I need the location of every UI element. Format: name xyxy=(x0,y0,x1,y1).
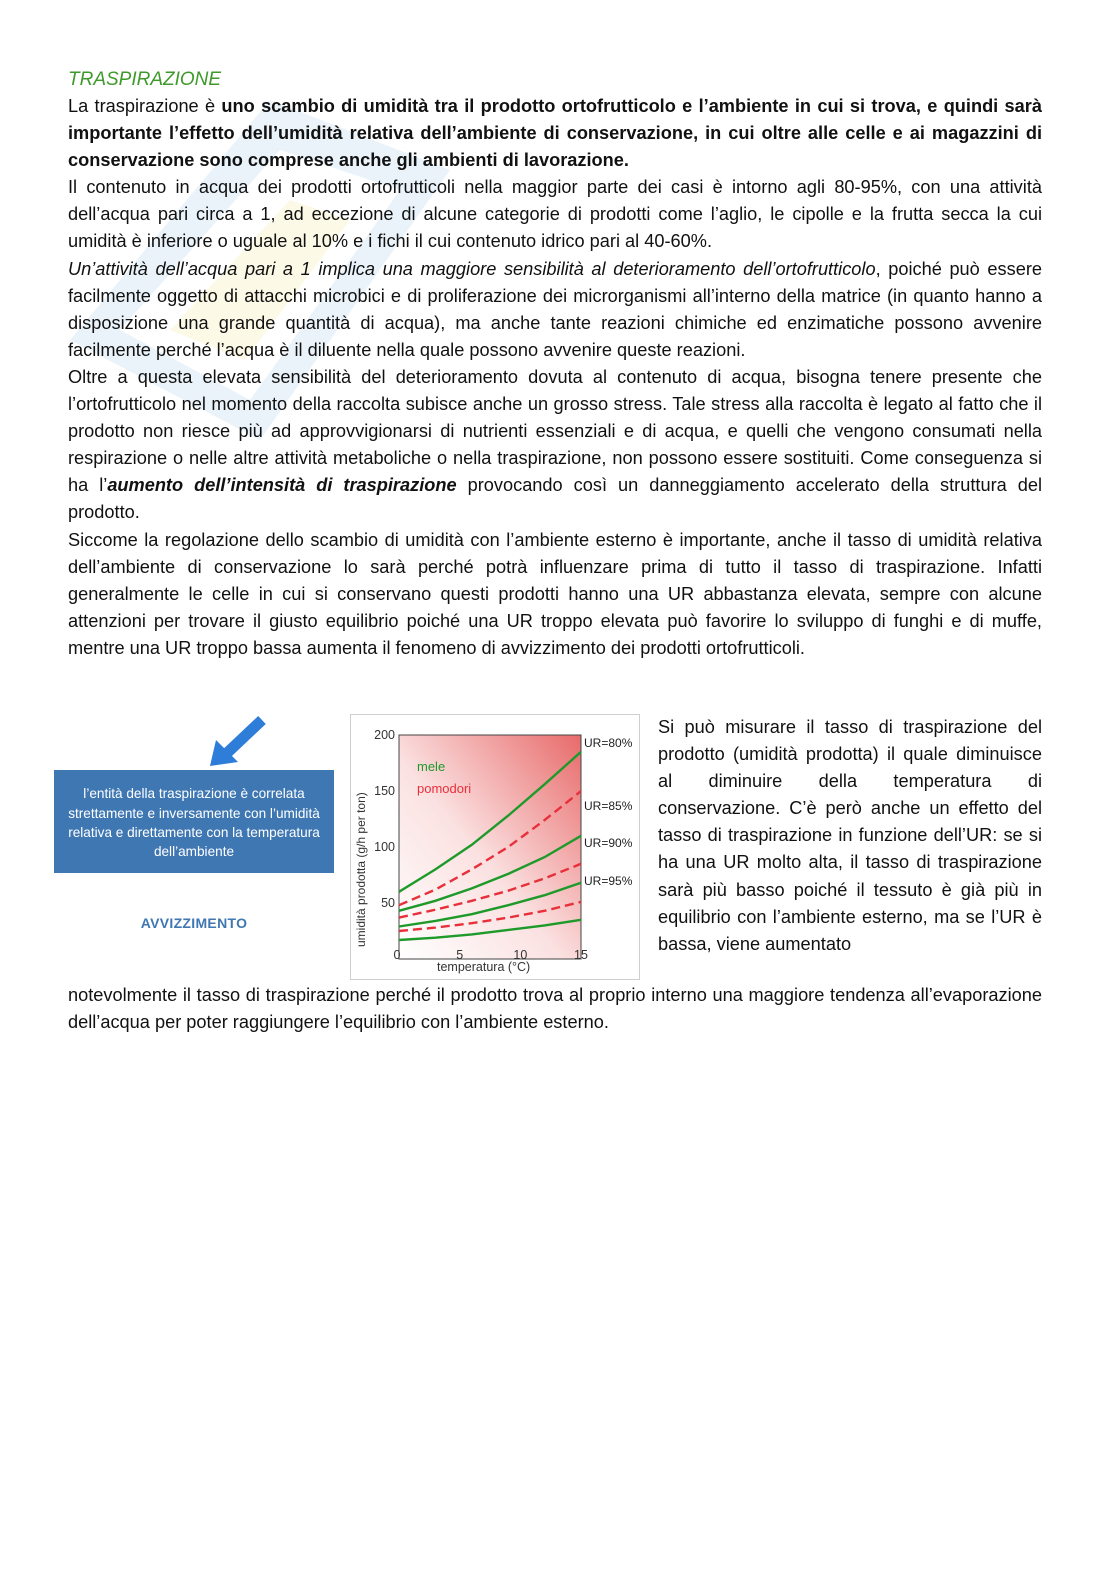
side-paragraph: Si può misurare il tasso di traspirazione del prodotto (umidità prodotta) il quale diminuisce al diminuire della temperatura di conservazione. C’è però anche un effetto del tasso di traspirazione in funzione dell’UR: se si ha una UR molto alta, il tasso di traspirazione sarà più basso poiché il tessuto è già più in equilibrio con l’ambiente esterno, ma se l’UR è bassa, viene aumentato xyxy=(658,716,1042,954)
paragraph-3: Un’attività dell’acqua pari a 1 implica una maggiore sensibilità al deterioramento dell’ortofrutticolo, poiché può essere facilmente oggetto di attacchi microbici e di proliferazione dei microrganismi all’interno della matrice (in quanto hanno a disposizione una grande quantità di acqua), ma anche tante reazioni chimiche ed enzimatiche possono avvenire facilmente perché l’acqua è il diluente nella quale possono avvenire queste reazioni. xyxy=(68,258,1042,360)
chart-svg xyxy=(351,715,639,979)
ur-label: UR=85% xyxy=(584,798,633,813)
paragraph-2: Il contenuto in acqua dei prodotti ortofrutticoli nella maggior parte dei casi è intorno agli 80-95%, con una attività dell’acqua pari circa a 1, ad eccezione di alcune categorie di prodotti come l’aglio, le cipolle e la frutta secca la cui umidità è inferiore o uguale al 10% e i fichi il cui contenuto idrico pari al 40-60%. xyxy=(68,177,1042,252)
y-tick-label: 50 xyxy=(381,895,395,910)
y-tick-label: 100 xyxy=(374,839,395,854)
legend-mele: mele xyxy=(417,758,446,774)
figure-row xyxy=(68,714,1042,982)
paragraph-4: Oltre a questa elevata sensibilità del deterioramento dovuta al contenuto di acqua, bisogna tenere presente che l’ortofrutticolo nel momento della raccolta subisce anche un grosso stress. Tale stress alla raccolta è legato al fatto che il prodotto non riesce più ad approvvigionarsi di nutrienti essenziali e di acqua, e quelli che vengono consumati nella respirazione o nelle altre attività metaboliche o nella traspirazione, non possono essere sostituiti. Come conseguenza si ha l’aumento dell’intensità di traspirazione provocando così un danneggiamento accelerato della struttura del prodotto. xyxy=(68,366,1042,523)
paragraph-5: Siccome la regolazione dello scambio di umidità con l’ambiente esterno è importante, anche il tasso di umidità relativa dell’ambiente di conservazione lo sarà perché potrà influenzare prima di tutto il tasso di traspirazione. Infatti generalmente le celle in cui si conservano questi prodotti hanno una UR abbastanza elevata, sempre con alcune attenzioni per trovare il giusto equilibrio poiché una UR troppo elevata può favorire lo sviluppo di funghi e di muffe, mentre una UR troppo bassa aumenta il fenomeno di avvizzimento dei prodotti ortofrutticoli. xyxy=(68,529,1042,658)
y-axis-label: umidità prodotta (g/h per ton) xyxy=(354,792,368,947)
y-tick-label: 200 xyxy=(374,727,395,742)
figure-callout: l’entità della traspirazione è correlata strettamente e inversamente con l’umidità relativa e direttamente con la temperatura dell’ambiente xyxy=(54,770,334,873)
arrow-down-left-icon xyxy=(204,714,274,774)
x-tick-label: 0 xyxy=(393,947,401,962)
ur-label: UR=90% xyxy=(584,835,633,850)
x-tick-label: 10 xyxy=(513,947,528,962)
transpiration-chart xyxy=(350,714,640,980)
paragraph-4-bold-italic: aumento dell’intensità di traspirazione xyxy=(107,475,457,496)
x-axis-label: temperatura (°C) xyxy=(437,959,531,974)
figure-side-panel xyxy=(54,714,334,982)
side-paragraph-continuation: notevolmente il tasso di traspirazione perché il prodotto trova al proprio interno una maggiore tendenza all’evaporazione dell’acqua per poter raggiungere l’equilibrio con l’ambiente esterno. xyxy=(68,984,1042,1033)
legend-pomodori: pomodori xyxy=(417,780,472,796)
paragraph-1: La traspirazione è uno scambio di umidità tra il prodotto ortofrutticolo e l’ambiente in cui si trova, e quindi sarà importante l’effetto dell’umidità relativa dell’ambiente di conservazione, in cui oltre alle celle e ai magazzini di conservazione sono comprese anche gli ambienti di lavorazione. xyxy=(68,96,1042,171)
document-body xyxy=(68,66,1042,1036)
x-tick-label: 15 xyxy=(574,947,588,962)
x-tick-label: 5 xyxy=(456,947,464,962)
ur-label: UR=80% xyxy=(584,735,633,750)
avvizzimento-label: AVVIZZIMENTO xyxy=(140,914,248,931)
ur-label: UR=95% xyxy=(584,873,633,888)
paragraph-1-bold: uno scambio di umidità tra il prodotto ortofrutticolo e l’ambiente in cui si trova, e quindi sarà importante l’effetto dell’umidità relativa dell’ambiente di conservazione, in cui oltre alle celle e ai magazzini di conservazione sono comprese anche gli ambienti di lavorazione. xyxy=(68,96,1042,171)
paragraph-3-italic: Un’attività dell’acqua pari a 1 implica una maggiore sensibilità al deterioramento dell’ortofrutticolo xyxy=(68,258,876,279)
y-tick-label: 150 xyxy=(374,783,395,798)
section-heading: TRASPIRAZIONE xyxy=(68,69,222,90)
